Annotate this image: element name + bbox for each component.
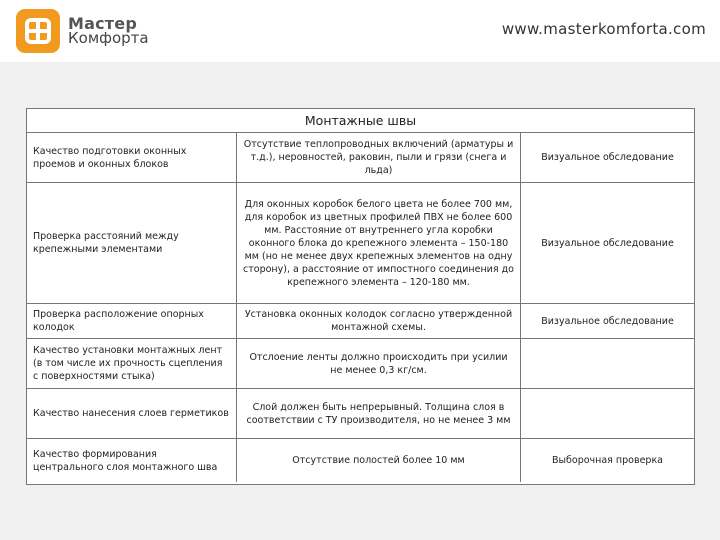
requirement-cell: Слой должен быть непрерывный. Толщина слоя в соответствии с ТУ производителя, но не менее 3 мм: [237, 389, 521, 438]
table-row: [27, 439, 694, 482]
window-icon: [16, 9, 60, 53]
table-title: Монтажные швы: [27, 109, 694, 133]
requirement-cell: Для оконных коробок белого цвета не более 700 мм, для коробок из цветных профилей ПВХ не более 600 мм. Расстояние от внутреннего угла коробки оконного блока до крепежного элемента – 150-180 мм (но не менее двух крепежных элементов на одну сторону), а расстояние от импостного соединения до крепежного элемента – 120-180 мм.: [237, 183, 521, 303]
logo-line-2: Комфорта: [68, 29, 149, 47]
method-cell: Визуальное обследование: [541, 315, 674, 327]
table-row: [27, 183, 694, 304]
method-cell: [521, 389, 694, 438]
brand-logo[interactable]: [16, 8, 166, 54]
method-cell: Визуальное обследование: [541, 152, 674, 163]
criterion-cell: Качество нанесения слоев герметиков: [27, 389, 237, 438]
table-row: [27, 389, 694, 439]
requirement-cell: Установка оконных колодок согласно утвержденной монтажной схемы.: [237, 304, 521, 338]
method-cell: [521, 339, 694, 388]
requirement-cell: Отсутствие полостей более 10 мм: [237, 439, 521, 482]
logo-wordmark: [68, 16, 149, 46]
requirement-cell: Отслоение ленты должно происходить при усилии не менее 0,3 кг/см.: [237, 339, 521, 388]
logo-line-1: Мастер: [68, 14, 137, 33]
criterion-cell: Качество формирования центрального слоя монтажного шва: [27, 439, 237, 482]
criterion-cell: Качество установки монтажных лент (в том числе их прочность сцепления с поверхностями стыка): [27, 339, 237, 388]
table-row: [27, 339, 694, 389]
table-row: [27, 133, 694, 183]
criterion-cell: Проверка расстояний между крепежными элементами: [27, 183, 237, 303]
requirement-cell: Отсутствие теплопроводных включений (арматуры и т.д.), неровностей, раковин, пыли и грязи (снега и льда): [237, 133, 521, 182]
method-cell: Визуальное обследование: [541, 237, 674, 249]
criterion-cell: Качество подготовки оконных проемов и оконных блоков: [27, 133, 237, 182]
website-url[interactable]: www.masterkomforta.com: [501, 20, 706, 38]
criterion-cell: Проверка расположение опорных колодок: [27, 304, 237, 338]
table-row: [27, 304, 694, 339]
method-cell: Выборочная проверка: [552, 455, 663, 466]
page-header: [0, 0, 720, 62]
inspection-table: [26, 108, 695, 485]
